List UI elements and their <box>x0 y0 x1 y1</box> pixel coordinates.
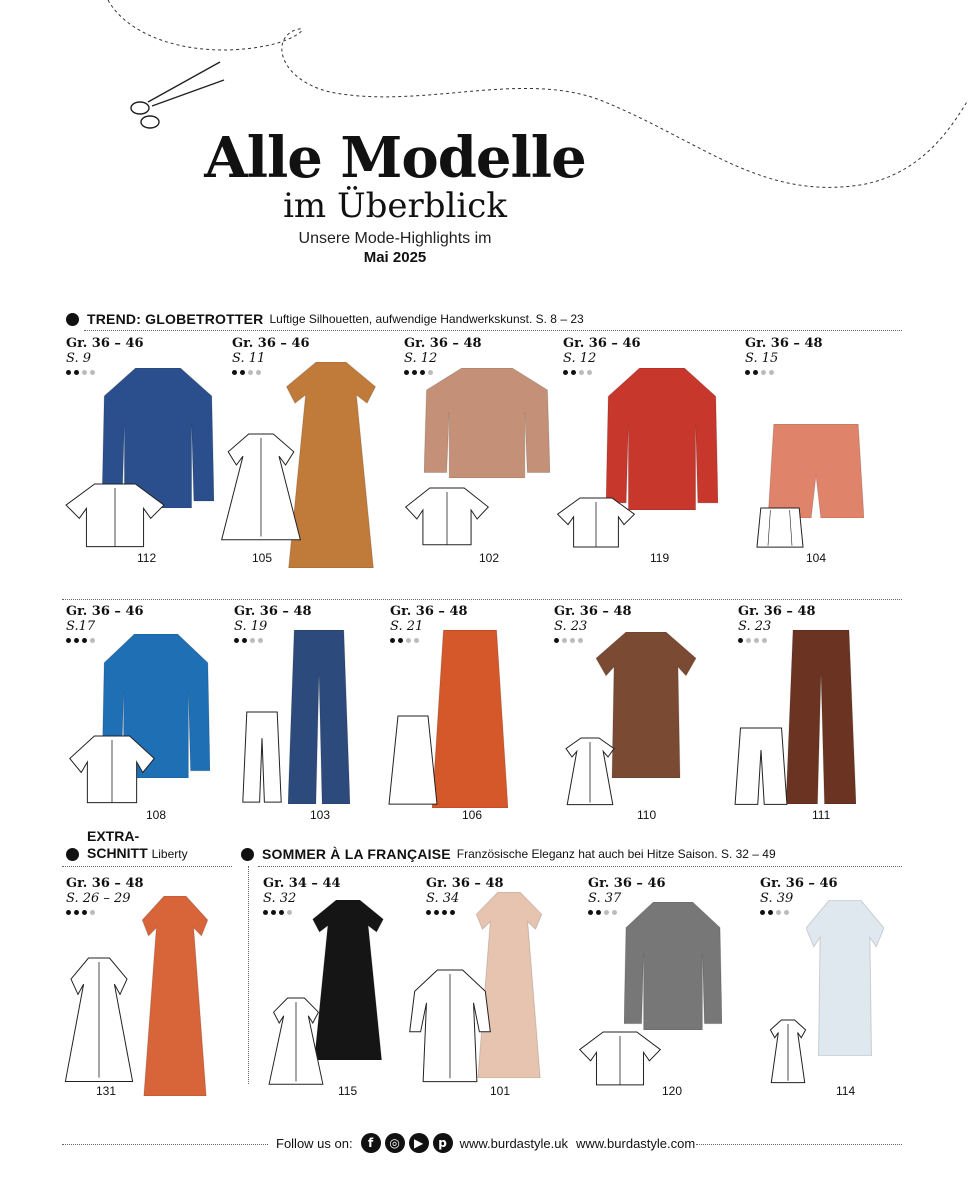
difficulty-rating <box>234 638 312 643</box>
technical-sketch <box>388 714 438 811</box>
difficulty-dot <box>571 370 576 375</box>
difficulty-dot <box>414 638 419 643</box>
page-ref: S. 37 <box>588 891 622 906</box>
facebook-icon[interactable]: f <box>361 1133 381 1153</box>
difficulty-rating <box>404 370 482 375</box>
difficulty-rating <box>66 910 144 915</box>
difficulty-dot <box>271 910 276 915</box>
difficulty-dot <box>90 910 95 915</box>
divider <box>62 599 902 600</box>
model-number: 104 <box>806 551 827 565</box>
page-ref: S. 15 <box>745 351 779 366</box>
divider <box>258 866 902 867</box>
technical-sketch <box>734 726 788 811</box>
divider <box>696 1144 902 1145</box>
difficulty-dot <box>234 638 239 643</box>
difficulty-dot <box>256 370 261 375</box>
page-ref: S. 11 <box>232 351 266 366</box>
section-header-sommer <box>241 846 776 862</box>
difficulty-dot <box>250 638 255 643</box>
difficulty-rating <box>588 910 666 915</box>
model-card-111 <box>738 604 816 643</box>
size-range: Gr. 36 – 46 <box>588 876 666 891</box>
model-number: 119 <box>650 551 670 565</box>
technical-sketch <box>220 432 302 547</box>
size-range: Gr. 36 – 48 <box>554 604 632 619</box>
page-ref: S. 19 <box>234 619 268 634</box>
difficulty-dot <box>66 370 71 375</box>
difficulty-dot <box>242 638 247 643</box>
difficulty-dot <box>279 910 284 915</box>
size-range: Gr. 36 – 48 <box>426 876 504 891</box>
technical-sketch <box>268 996 324 1091</box>
scissors-icon <box>131 62 224 128</box>
model-number: 108 <box>146 808 167 822</box>
garment-photo <box>786 630 856 809</box>
follow-label: Follow us on: <box>276 1135 353 1151</box>
difficulty-dot <box>442 910 447 915</box>
garment-photo <box>288 630 350 809</box>
size-range: Gr. 36 – 46 <box>760 876 838 891</box>
model-card-114 <box>760 876 838 915</box>
difficulty-dot <box>588 910 593 915</box>
technical-sketch <box>68 734 156 809</box>
model-number: 105 <box>252 551 273 565</box>
section-name: TREND: GLOBETROTTER <box>87 311 264 327</box>
difficulty-dot <box>612 910 617 915</box>
difficulty-dot <box>232 370 237 375</box>
size-range: Gr. 36 – 48 <box>404 336 482 351</box>
website-link-uk[interactable]: www.burdastyle.uk <box>459 1135 568 1151</box>
bullet-icon <box>66 848 79 861</box>
youtube-icon[interactable]: ▶ <box>409 1133 429 1153</box>
page-ref: S. 21 <box>390 619 424 634</box>
size-range: Gr. 36 – 48 <box>390 604 468 619</box>
page-ref: S. 23 <box>554 619 588 634</box>
difficulty-dot <box>563 370 568 375</box>
section-description: Luftige Silhouetten, aufwendige Handwerkskunst. S. 8 – 23 <box>269 312 584 326</box>
difficulty-dot <box>90 370 95 375</box>
technical-sketch <box>560 736 620 811</box>
difficulty-dot <box>784 910 789 915</box>
size-range: Gr. 36 – 48 <box>234 604 312 619</box>
difficulty-rating <box>563 370 641 375</box>
section-name: SOMMER À LA FRANÇAISE <box>262 846 451 862</box>
tagline: Unsere Mode-Highlights im <box>298 230 492 247</box>
section-name-line2: SCHNITT <box>87 845 148 861</box>
section-name-line1: EXTRA- <box>87 828 140 844</box>
model-card-105 <box>232 336 310 375</box>
difficulty-dot <box>82 638 87 643</box>
difficulty-dot <box>82 370 87 375</box>
size-range: Gr. 36 – 46 <box>66 604 144 619</box>
model-number: 101 <box>490 1084 511 1098</box>
model-card-110 <box>554 604 632 643</box>
difficulty-dot <box>578 638 583 643</box>
page-ref: S. 9 <box>66 351 91 366</box>
pinterest-icon[interactable]: p <box>433 1133 453 1153</box>
model-card-104 <box>745 336 823 375</box>
difficulty-dot <box>263 910 268 915</box>
difficulty-rating <box>66 638 144 643</box>
difficulty-dot <box>768 910 773 915</box>
difficulty-dot <box>762 638 767 643</box>
technical-sketch <box>766 1018 810 1089</box>
difficulty-dot <box>258 638 263 643</box>
difficulty-dot <box>412 370 417 375</box>
model-number: 106 <box>462 808 483 822</box>
size-range: Gr. 36 – 48 <box>745 336 823 351</box>
difficulty-rating <box>390 638 468 643</box>
difficulty-dot <box>90 638 95 643</box>
model-number: 131 <box>96 1084 117 1098</box>
section-description: Französische Eleganz hat auch bei Hitze Saison. S. 32 – 49 <box>456 847 776 861</box>
section-header-extra <box>66 828 188 863</box>
difficulty-dot <box>434 910 439 915</box>
difficulty-dot <box>66 910 71 915</box>
difficulty-dot <box>66 638 71 643</box>
difficulty-dot <box>746 638 751 643</box>
issue-label: Mai 2025 <box>363 249 427 266</box>
difficulty-dot <box>554 638 559 643</box>
technical-sketch <box>64 956 134 1089</box>
difficulty-dot <box>74 910 79 915</box>
model-number: 112 <box>137 551 157 565</box>
difficulty-rating <box>738 638 816 643</box>
difficulty-dot <box>404 370 409 375</box>
difficulty-dot <box>776 910 781 915</box>
model-card-101 <box>426 876 504 915</box>
page-title: Alle Modelle <box>204 125 586 191</box>
difficulty-dot <box>398 638 403 643</box>
technical-sketch <box>578 1030 662 1091</box>
size-range: Gr. 34 – 44 <box>263 876 341 891</box>
difficulty-dot <box>82 910 87 915</box>
difficulty-dot <box>428 370 433 375</box>
technical-sketch <box>756 506 804 553</box>
difficulty-rating <box>554 638 632 643</box>
difficulty-dot <box>745 370 750 375</box>
difficulty-dot <box>587 370 592 375</box>
difficulty-dot <box>74 638 79 643</box>
model-card-120 <box>588 876 666 915</box>
garment-photo <box>606 368 718 515</box>
technical-sketch <box>408 968 492 1089</box>
difficulty-dot <box>420 370 425 375</box>
garment-photo <box>136 896 214 1101</box>
garment-photo <box>806 900 884 1061</box>
page-ref: S. 26 – 29 <box>66 891 131 906</box>
garment-photo <box>624 902 722 1035</box>
difficulty-dot <box>760 910 765 915</box>
section-sub: Liberty <box>151 847 188 861</box>
page-ref: S. 32 <box>263 891 297 906</box>
page-ref: S. 39 <box>760 891 794 906</box>
difficulty-rating <box>760 910 838 915</box>
model-number: 115 <box>338 1084 358 1098</box>
page-ref: S. 23 <box>738 619 772 634</box>
model-card-106 <box>390 604 468 643</box>
difficulty-dot <box>596 910 601 915</box>
difficulty-dot <box>761 370 766 375</box>
difficulty-rating <box>263 910 341 915</box>
difficulty-dot <box>450 910 455 915</box>
difficulty-rating <box>66 370 144 375</box>
difficulty-rating <box>426 910 504 915</box>
size-range: Gr. 36 – 46 <box>66 336 144 351</box>
website-link-com[interactable]: www.burdastyle.com <box>575 1135 696 1151</box>
section-header-trend <box>66 311 584 327</box>
model-number: 110 <box>637 808 657 822</box>
bullet-icon <box>241 848 254 861</box>
technical-sketch <box>64 482 166 553</box>
page-ref: S. 12 <box>404 351 438 366</box>
column-divider <box>248 866 249 1084</box>
bullet-icon <box>66 313 79 326</box>
technical-sketch <box>242 710 282 809</box>
page-ref: S. 34 <box>426 891 460 906</box>
difficulty-dot <box>753 370 758 375</box>
size-range: Gr. 36 – 46 <box>232 336 310 351</box>
model-card-112 <box>66 336 144 375</box>
model-number: 102 <box>479 551 500 565</box>
difficulty-dot <box>406 638 411 643</box>
garment-photo <box>424 368 550 483</box>
model-number: 103 <box>310 808 331 822</box>
difficulty-dot <box>248 370 253 375</box>
page-ref: S. 12 <box>563 351 597 366</box>
model-card-131 <box>66 876 144 915</box>
model-number: 120 <box>662 1084 683 1098</box>
difficulty-dot <box>604 910 609 915</box>
model-card-102 <box>404 336 482 375</box>
difficulty-dot <box>754 638 759 643</box>
difficulty-dot <box>738 638 743 643</box>
technical-sketch <box>556 496 636 553</box>
difficulty-dot <box>570 638 575 643</box>
difficulty-dot <box>562 638 567 643</box>
model-card-119 <box>563 336 641 375</box>
model-card-103 <box>234 604 312 643</box>
model-number: 114 <box>836 1084 856 1098</box>
model-card-108 <box>66 604 144 643</box>
footer <box>276 1133 695 1153</box>
divider <box>62 866 232 867</box>
model-card-115 <box>263 876 341 915</box>
instagram-icon[interactable]: ◎ <box>385 1133 405 1153</box>
page-ref: S.17 <box>66 619 96 634</box>
garment-photo <box>432 630 508 813</box>
difficulty-dot <box>287 910 292 915</box>
difficulty-dot <box>390 638 395 643</box>
difficulty-rating <box>745 370 823 375</box>
difficulty-dot <box>769 370 774 375</box>
difficulty-dot <box>240 370 245 375</box>
difficulty-dot <box>426 910 431 915</box>
model-number: 111 <box>812 808 831 822</box>
difficulty-rating <box>232 370 310 375</box>
size-range: Gr. 36 – 48 <box>738 604 816 619</box>
difficulty-dot <box>579 370 584 375</box>
size-range: Gr. 36 – 48 <box>66 876 144 891</box>
technical-sketch <box>404 486 490 551</box>
page-subtitle: im Überblick <box>283 186 507 226</box>
size-range: Gr. 36 – 46 <box>563 336 641 351</box>
divider <box>62 1144 268 1145</box>
difficulty-dot <box>74 370 79 375</box>
divider <box>84 330 902 331</box>
